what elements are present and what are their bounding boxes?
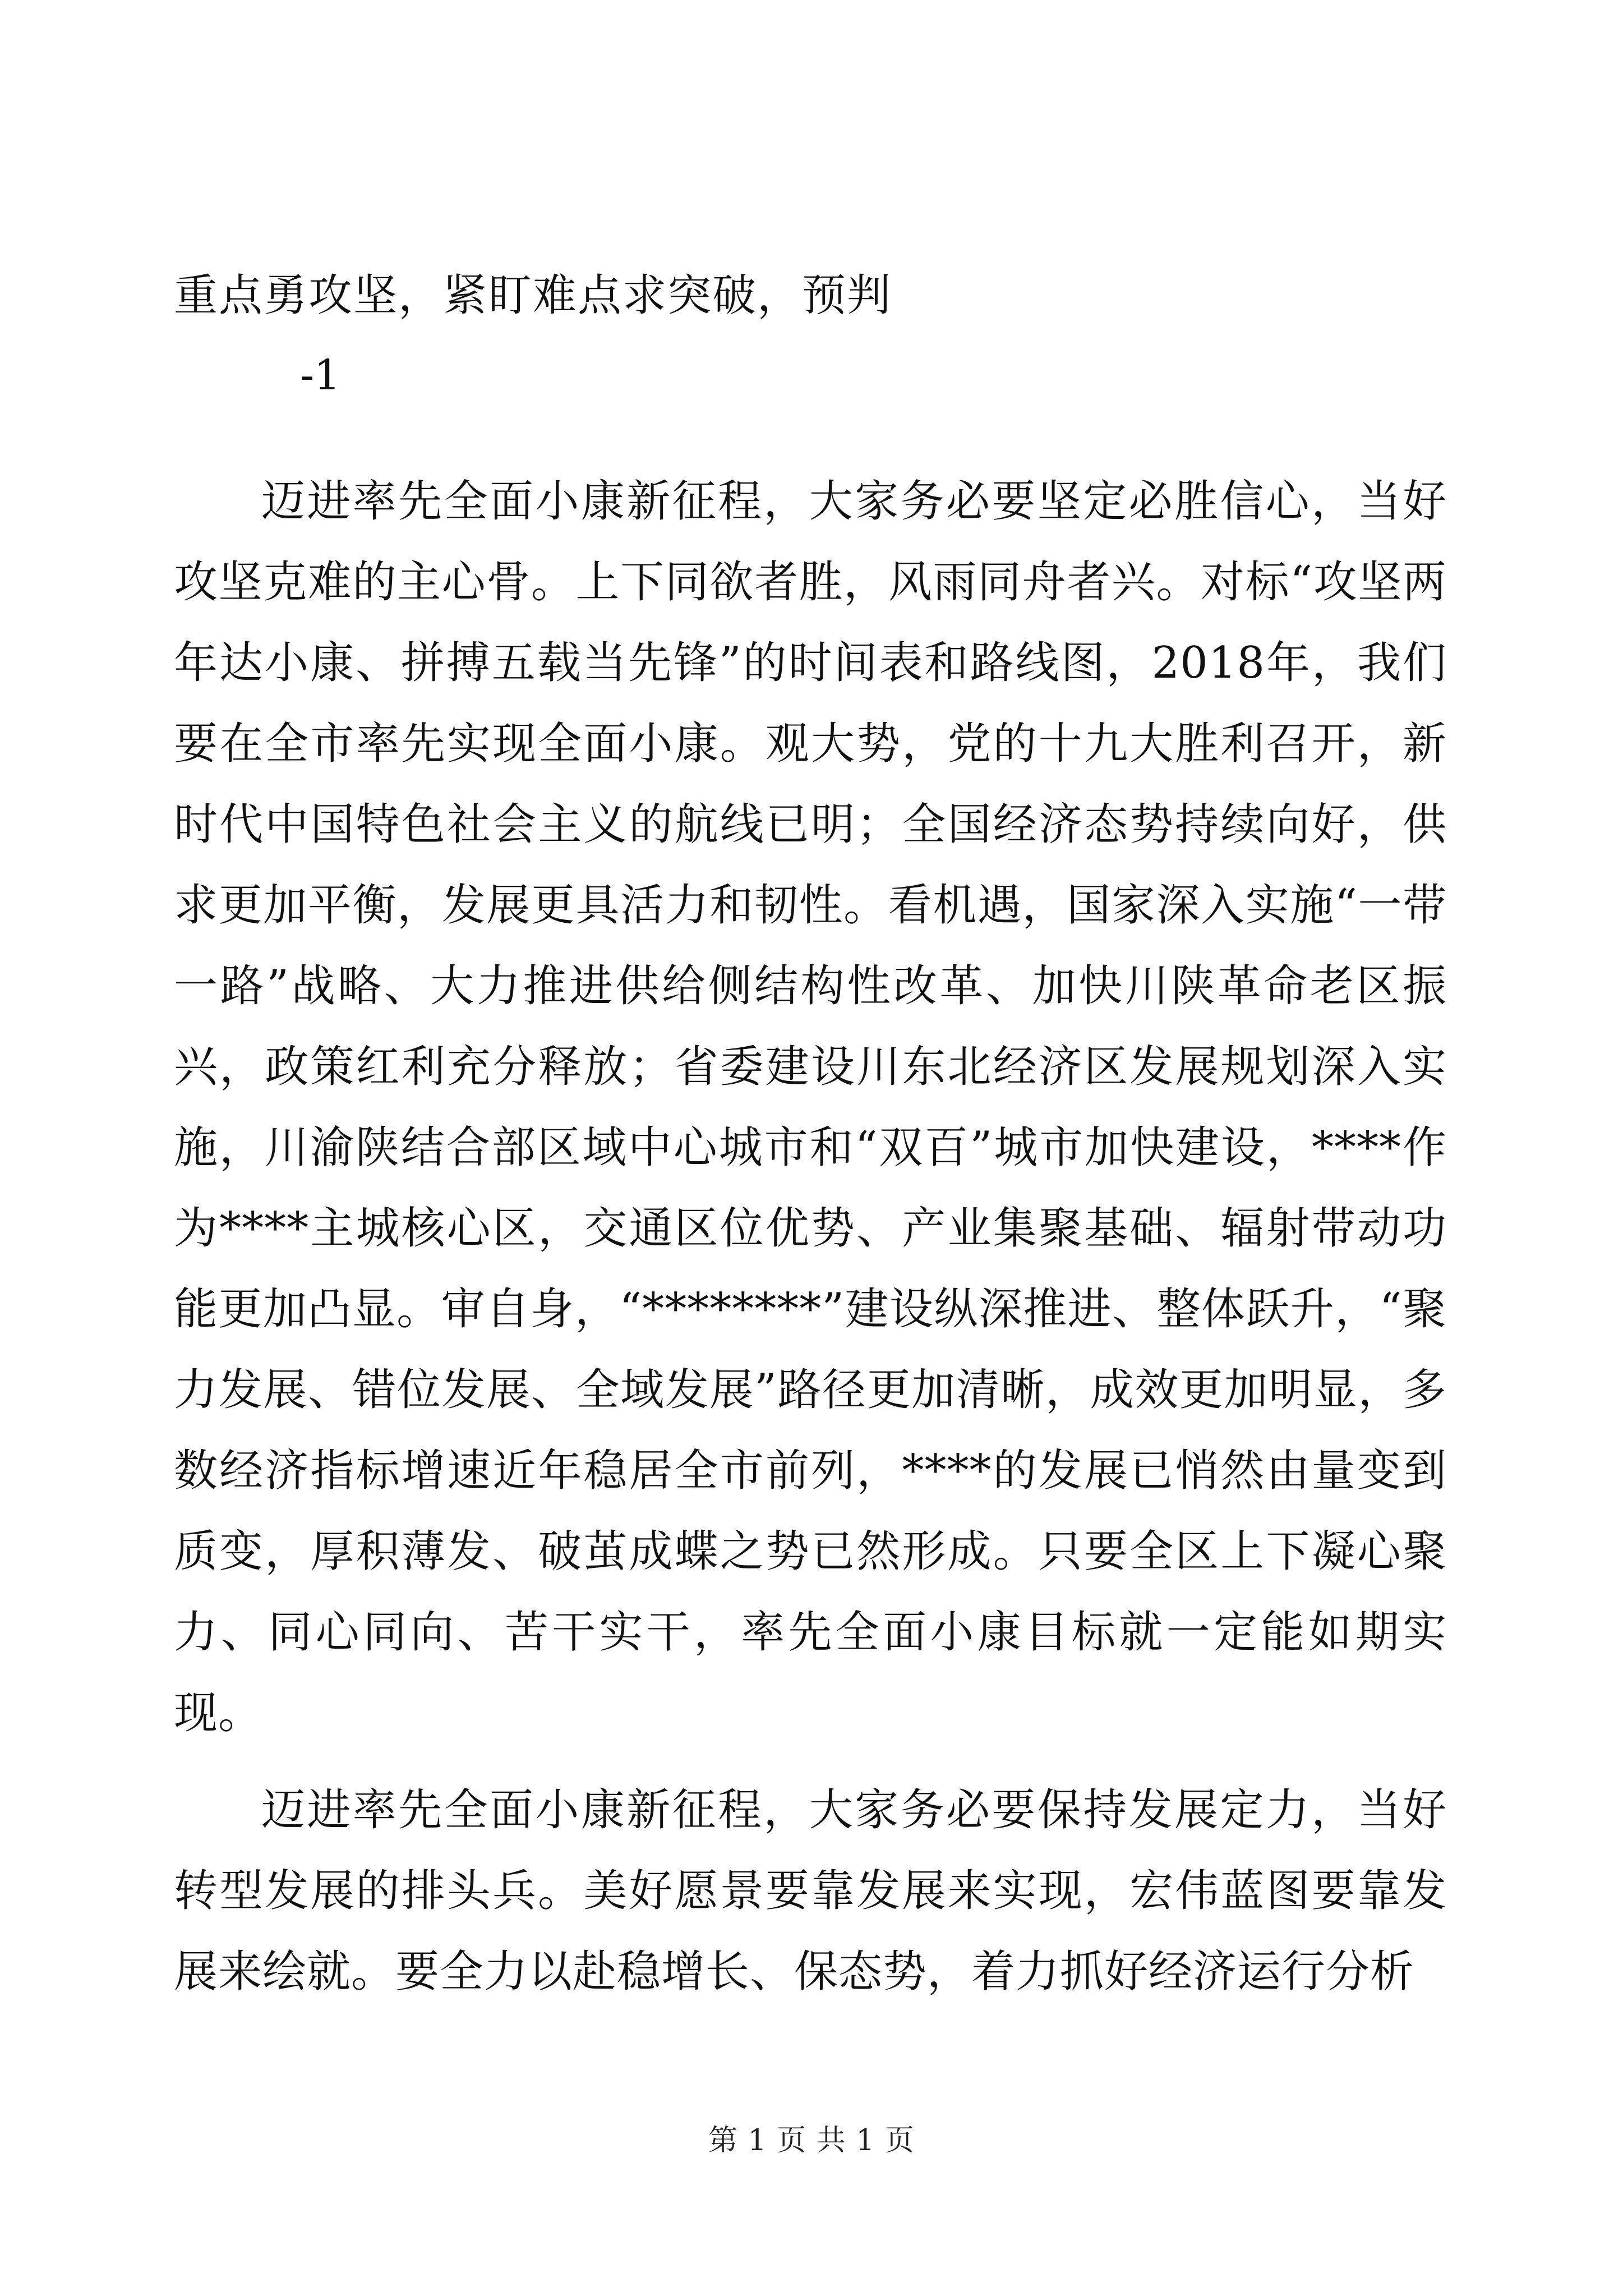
page-footer: 第 1 页 共 1 页 [708,2124,915,2157]
paragraph-2: 迈进率先全面小康新征程，大家务必要保持发展定力，当好转型发展的排头兵。美好愿景要靠发展来实现，宏伟蓝图要靠发展来绘就。要全力以赴稳增长、保态势，着力抓好经济运行分析 [174,1785,1447,1997]
text-fragment-top: 重点勇攻坚，紧盯难点求突破，预判 [174,270,892,321]
paragraph-1: 迈进率先全面小康新征程，大家务必要坚定必胜信心，当好攻坚克难的主心骨。上下同欲者胜，风雨同舟者兴。对标“攻坚两年达小康、拼搏五载当先锋”的时间表和路线图，2018年，我们要在全市率先实现全面小康。观大势，党的十九大胜利召开，新时代中国特色社会主义的航线已明；全国经济态势持续向好，供求更加平衡，发展更具活力和韧性。看机遇，国家深入实施“一带一路”战略、大力推进供给侧结构性改革、加快川陕革命老区振兴，政策红利充分释放；省委建设川东北经济区发展规划深入实施，川渝陕结合部区域中心城市和“双百”城市加快建设，****作为****主城核心区，交通区位优势、产业集聚基础、辐射带动功能更加凸显。审自身，“********”建设纵深推进、整体跃升，“聚力发展、错位发展、全域发展”路径更加清晰，成效更加明显，多数经济指标增速近年稳居全市前列，****的发展已悄然由量变到质变，厚积薄发、破茧成蝶之势已然形成。只要全区上下凝心聚力、同心同向、苦干实干，率先全面小康目标就一定能如期实现。 [174,476,1447,1738]
page-marker: -1 [300,351,341,399]
